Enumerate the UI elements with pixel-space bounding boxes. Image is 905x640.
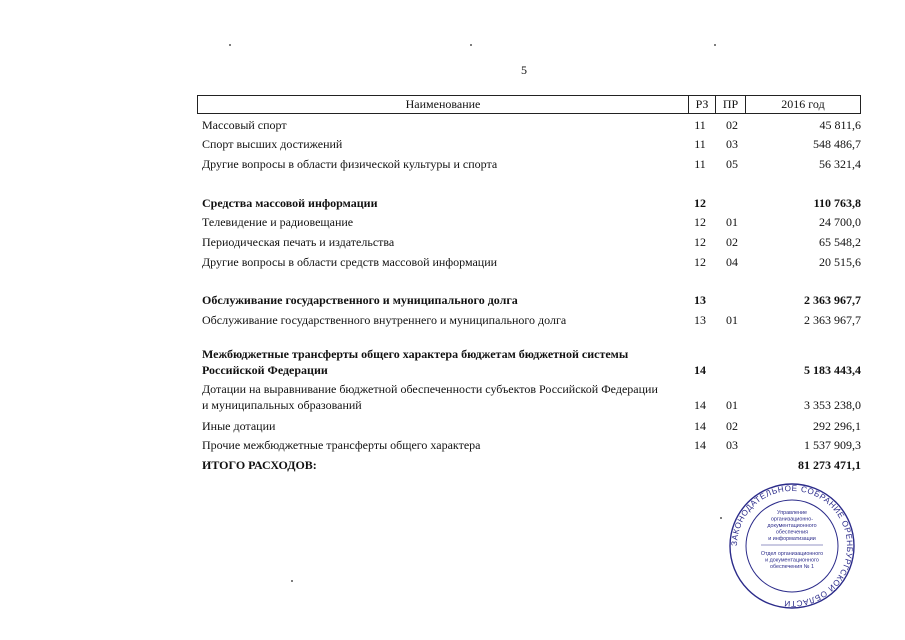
row-name-line1: Дотации на выравнивание бюджетной обеспеченности субъектов Российской Федерации xyxy=(202,382,658,396)
table-row xyxy=(197,254,861,270)
stamp-line: Отдел организационного xyxy=(760,551,824,557)
row-pr: 03 xyxy=(726,137,738,151)
row-amount: 24 700,0 xyxy=(819,215,861,229)
row-amount: 2 363 967,7 xyxy=(804,313,861,327)
scan-speck xyxy=(720,517,722,519)
header-rz: РЗ xyxy=(689,96,716,113)
row-name: Массовый спорт xyxy=(202,118,287,132)
row-pr: 04 xyxy=(726,255,738,269)
row-name: Телевидение и радиовещание xyxy=(202,215,354,229)
stamp-line: Управление xyxy=(777,510,807,516)
row-pr: 01 xyxy=(726,215,738,229)
scan-speck xyxy=(229,44,231,46)
table-row xyxy=(197,117,861,133)
row-name-line2: и муниципальных образований xyxy=(202,398,362,412)
row-rz: 14 xyxy=(694,419,706,433)
row-rz: 12 xyxy=(694,215,706,229)
row-pr: 02 xyxy=(726,419,738,433)
row-pr: 02 xyxy=(726,235,738,249)
stamp-line: и информатизации xyxy=(768,536,816,542)
section-amount: 2 363 967,7 xyxy=(804,293,861,307)
row-rz: 11 xyxy=(694,157,706,171)
section-name: Средства массовой информации xyxy=(202,196,378,210)
row-amount: 56 321,4 xyxy=(819,157,861,171)
row-pr: 01 xyxy=(726,313,738,327)
section-row xyxy=(197,195,861,211)
row-rz: 14 xyxy=(694,438,706,452)
stamp-line: обеспечения xyxy=(775,529,809,536)
row-amount: 1 537 909,3 xyxy=(804,438,861,452)
row-rz: 14 xyxy=(694,363,706,377)
row-name: Периодическая печать и издательства xyxy=(202,235,395,249)
row-rz: 12 xyxy=(694,255,706,269)
stamp-outer-text: ЗАКОНОДАТЕЛЬНОЕ СОБРАНИЕ ОРЕНБУРГСКОЙ ОБЛАСТИ xyxy=(729,483,855,609)
scan-speck xyxy=(291,580,293,582)
stamp-line: организационно- xyxy=(770,516,814,523)
row-pr: 03 xyxy=(726,438,738,452)
row-amount: 65 548,2 xyxy=(819,235,861,249)
row-rz: 13 xyxy=(694,293,706,307)
table-row xyxy=(197,156,861,172)
row-rz: 13 xyxy=(694,313,706,327)
header-year: 2016 год xyxy=(781,97,825,111)
row-rz: 14 xyxy=(694,398,706,412)
header-pr: ПР xyxy=(716,96,746,113)
section-row xyxy=(197,292,861,308)
row-name: Обслуживание государственного внутреннего и муниципального долга xyxy=(202,313,567,327)
table-row xyxy=(197,136,861,152)
row-amount: 292 296,1 xyxy=(813,419,861,433)
page-number: 5 xyxy=(521,63,527,77)
row-rz: 11 xyxy=(694,137,706,151)
row-pr: 02 xyxy=(726,118,738,132)
stamp-line: обеспечения № 1 xyxy=(770,564,814,570)
section-name: Обслуживание государственного и муниципального долга xyxy=(202,293,518,307)
table-row xyxy=(197,381,861,413)
row-name: Другие вопросы в области средств массовой информации xyxy=(202,255,498,269)
row-rz: 12 xyxy=(694,196,706,210)
scan-speck xyxy=(470,44,472,46)
section-name xyxy=(197,346,687,378)
row-pr: 01 xyxy=(726,398,738,412)
total-amount: 81 273 471,1 xyxy=(798,458,861,472)
row-name: Прочие межбюджетные трансферты общего характера xyxy=(202,438,481,452)
row-name: Другие вопросы в области физической культуры и спорта xyxy=(202,157,498,171)
table-row xyxy=(197,234,861,250)
total-label: ИТОГО РАСХОДОВ: xyxy=(202,458,317,472)
row-name: Спорт высших достижений xyxy=(202,137,343,151)
row-pr: 05 xyxy=(726,157,738,171)
section-name-line1: Межбюджетные трансферты общего характера бюджетам бюджетной системы xyxy=(202,347,629,361)
section-amount: 110 763,8 xyxy=(813,196,861,210)
table-row xyxy=(197,437,861,453)
official-stamp xyxy=(727,481,857,611)
section-amount: 5 183 443,4 xyxy=(804,363,861,377)
table-row xyxy=(197,312,861,328)
section-name-line2: Российской Федерации xyxy=(202,363,328,377)
row-name: Иные дотации xyxy=(202,419,276,433)
row-amount: 45 811,6 xyxy=(819,118,861,132)
table-row xyxy=(197,214,861,230)
total-row xyxy=(197,457,861,473)
section-row xyxy=(197,346,861,378)
row-amount: 548 486,7 xyxy=(813,137,861,151)
row-amount: 20 515,6 xyxy=(819,255,861,269)
budget-table xyxy=(197,95,861,472)
row-rz: 12 xyxy=(694,235,706,249)
row-name xyxy=(197,381,687,413)
row-rz: 11 xyxy=(694,118,706,132)
stamp-line: документационного xyxy=(767,523,817,529)
row-amount: 3 353 238,0 xyxy=(804,398,861,412)
header-name: Наименование xyxy=(198,96,689,113)
table-row xyxy=(197,418,861,434)
scan-speck xyxy=(714,44,716,46)
stamp-line: и документационного xyxy=(765,557,819,564)
table-header xyxy=(197,95,861,114)
